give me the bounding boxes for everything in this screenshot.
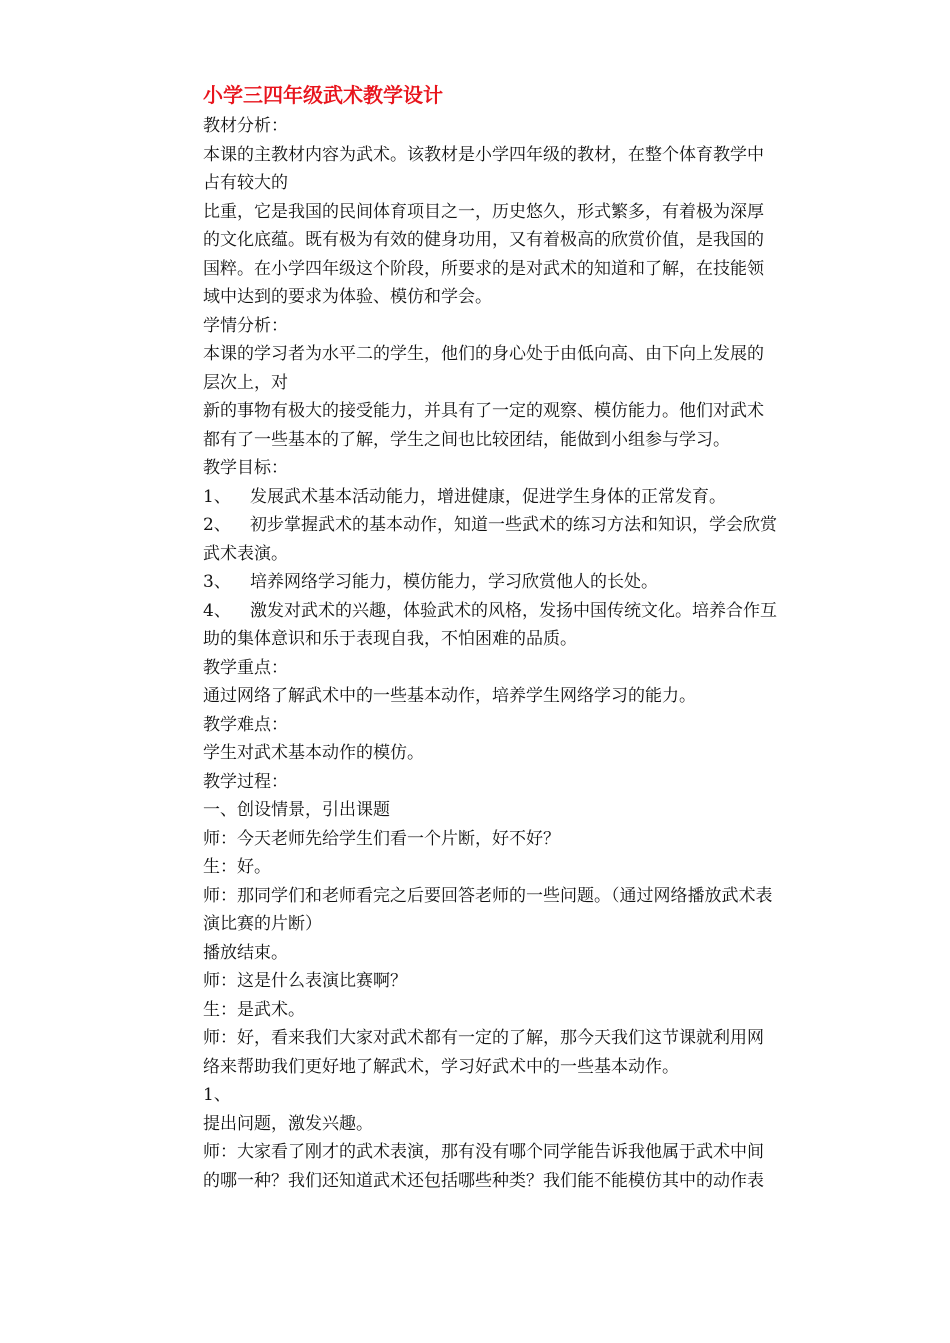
document-title: 小学三四年级武术教学设计 — [203, 83, 443, 107]
text-line — [203, 597, 848, 626]
text-line: 教学重点： — [203, 657, 288, 678]
text-line: 国粹。在小学四年级这个阶段，所要求的是对武术的知道和了解，在技能领 — [203, 258, 764, 279]
text-line: 占有较大的 — [203, 173, 288, 193]
text-line: 通过网络了解武术中的一些基本动作，培养学生网络学习的能力。 — [203, 686, 696, 706]
text-line: 学生对武术基本动作的模仿。 — [203, 743, 424, 763]
text-line — [203, 483, 848, 512]
list-number: 1、 — [203, 486, 231, 507]
text-line: 本课的主教材内容为武术。该教材是小学四年级的教材，在整个体育教学中 — [203, 144, 764, 165]
text-line: 域中达到的要求为体验、模仿和学会。 — [203, 287, 492, 307]
text-line: 络来帮助我们更好地了解武术，学习好武术中的一些基本动作。 — [203, 1056, 679, 1077]
list-number: 4、 — [203, 600, 231, 621]
text-line: 学情分析： — [203, 315, 288, 336]
text-line: 师：好，看来我们大家对武术都有一定的了解，那今天我们这节课就利用网 — [203, 1028, 764, 1048]
text-line: 师：今天老师先给学生们看一个片断，好不好？ — [203, 828, 560, 849]
text-line: 层次上，对 — [203, 372, 288, 393]
text-line: 1、 — [203, 1085, 231, 1105]
text-line: 本课的学习者为水平二的学生，他们的身心处于由低向高、由下向上发展的 — [203, 344, 764, 364]
text-line — [203, 568, 848, 597]
text-line: 演比赛的片断） — [203, 914, 322, 934]
text-line: 的哪一种？我们还知道武术还包括哪些种类？我们能不能模仿其中的动作表 — [203, 1170, 764, 1191]
text-line: 教材分析： — [203, 116, 288, 136]
list-number: 3、 — [203, 572, 231, 592]
text-line: 师：这是什么表演比赛啊？ — [203, 971, 407, 991]
text-line: 师：那同学们和老师看完之后要回答老师的一些问题。（通过网络播放武术表 — [203, 885, 773, 906]
text-line: 助的集体意识和乐于表现自我，不怕困难的品质。 — [203, 629, 577, 649]
text-line: 生：是武术。 — [203, 999, 305, 1020]
text-line: 都有了一些基本的了解，学生之间也比较团结，能做到小组参与学习。 — [203, 429, 730, 450]
text-line: 生：好。 — [203, 857, 271, 877]
text-line: 教学难点： — [203, 714, 288, 735]
text-line: 师：大家看了刚才的武术表演，那有没有哪个同学能告诉我他属于武术中间 — [203, 1142, 764, 1162]
list-item-text: 激发对武术的兴趣，体验武术的风格，发扬中国传统文化。培养合作互 — [250, 600, 777, 621]
text-line: 提出问题，激发兴趣。 — [203, 1113, 373, 1134]
document-body — [203, 80, 848, 1195]
list-item-text: 发展武术基本活动能力，增进健康，促进学生身体的正常发育。 — [250, 486, 726, 507]
text-line: 新的事物有极大的接受能力，并具有了一定的观察、模仿能力。他们对武术 — [203, 401, 764, 421]
list-item-text: 初步掌握武术的基本动作，知道一些武术的练习方法和知识，学会欣赏 — [250, 515, 777, 535]
text-line — [203, 511, 848, 540]
text-line: 一、创设情景，引出课题 — [203, 800, 390, 820]
text-line: 武术表演。 — [203, 543, 288, 564]
list-item-text: 培养网络学习能力，模仿能力，学习欣赏他人的长处。 — [250, 572, 658, 592]
text-line: 比重，它是我国的民间体育项目之一，历史悠久，形式繁多，有着极为深厚 — [203, 201, 764, 222]
text-line: 教学目标： — [203, 458, 288, 478]
text-line: 教学过程： — [203, 771, 288, 792]
text-line: 播放结束。 — [203, 942, 288, 963]
list-number: 2、 — [203, 515, 231, 535]
text-line: 的文化底蕴。既有极为有效的健身功用，又有着极高的欣赏价值，是我国的 — [203, 230, 764, 250]
